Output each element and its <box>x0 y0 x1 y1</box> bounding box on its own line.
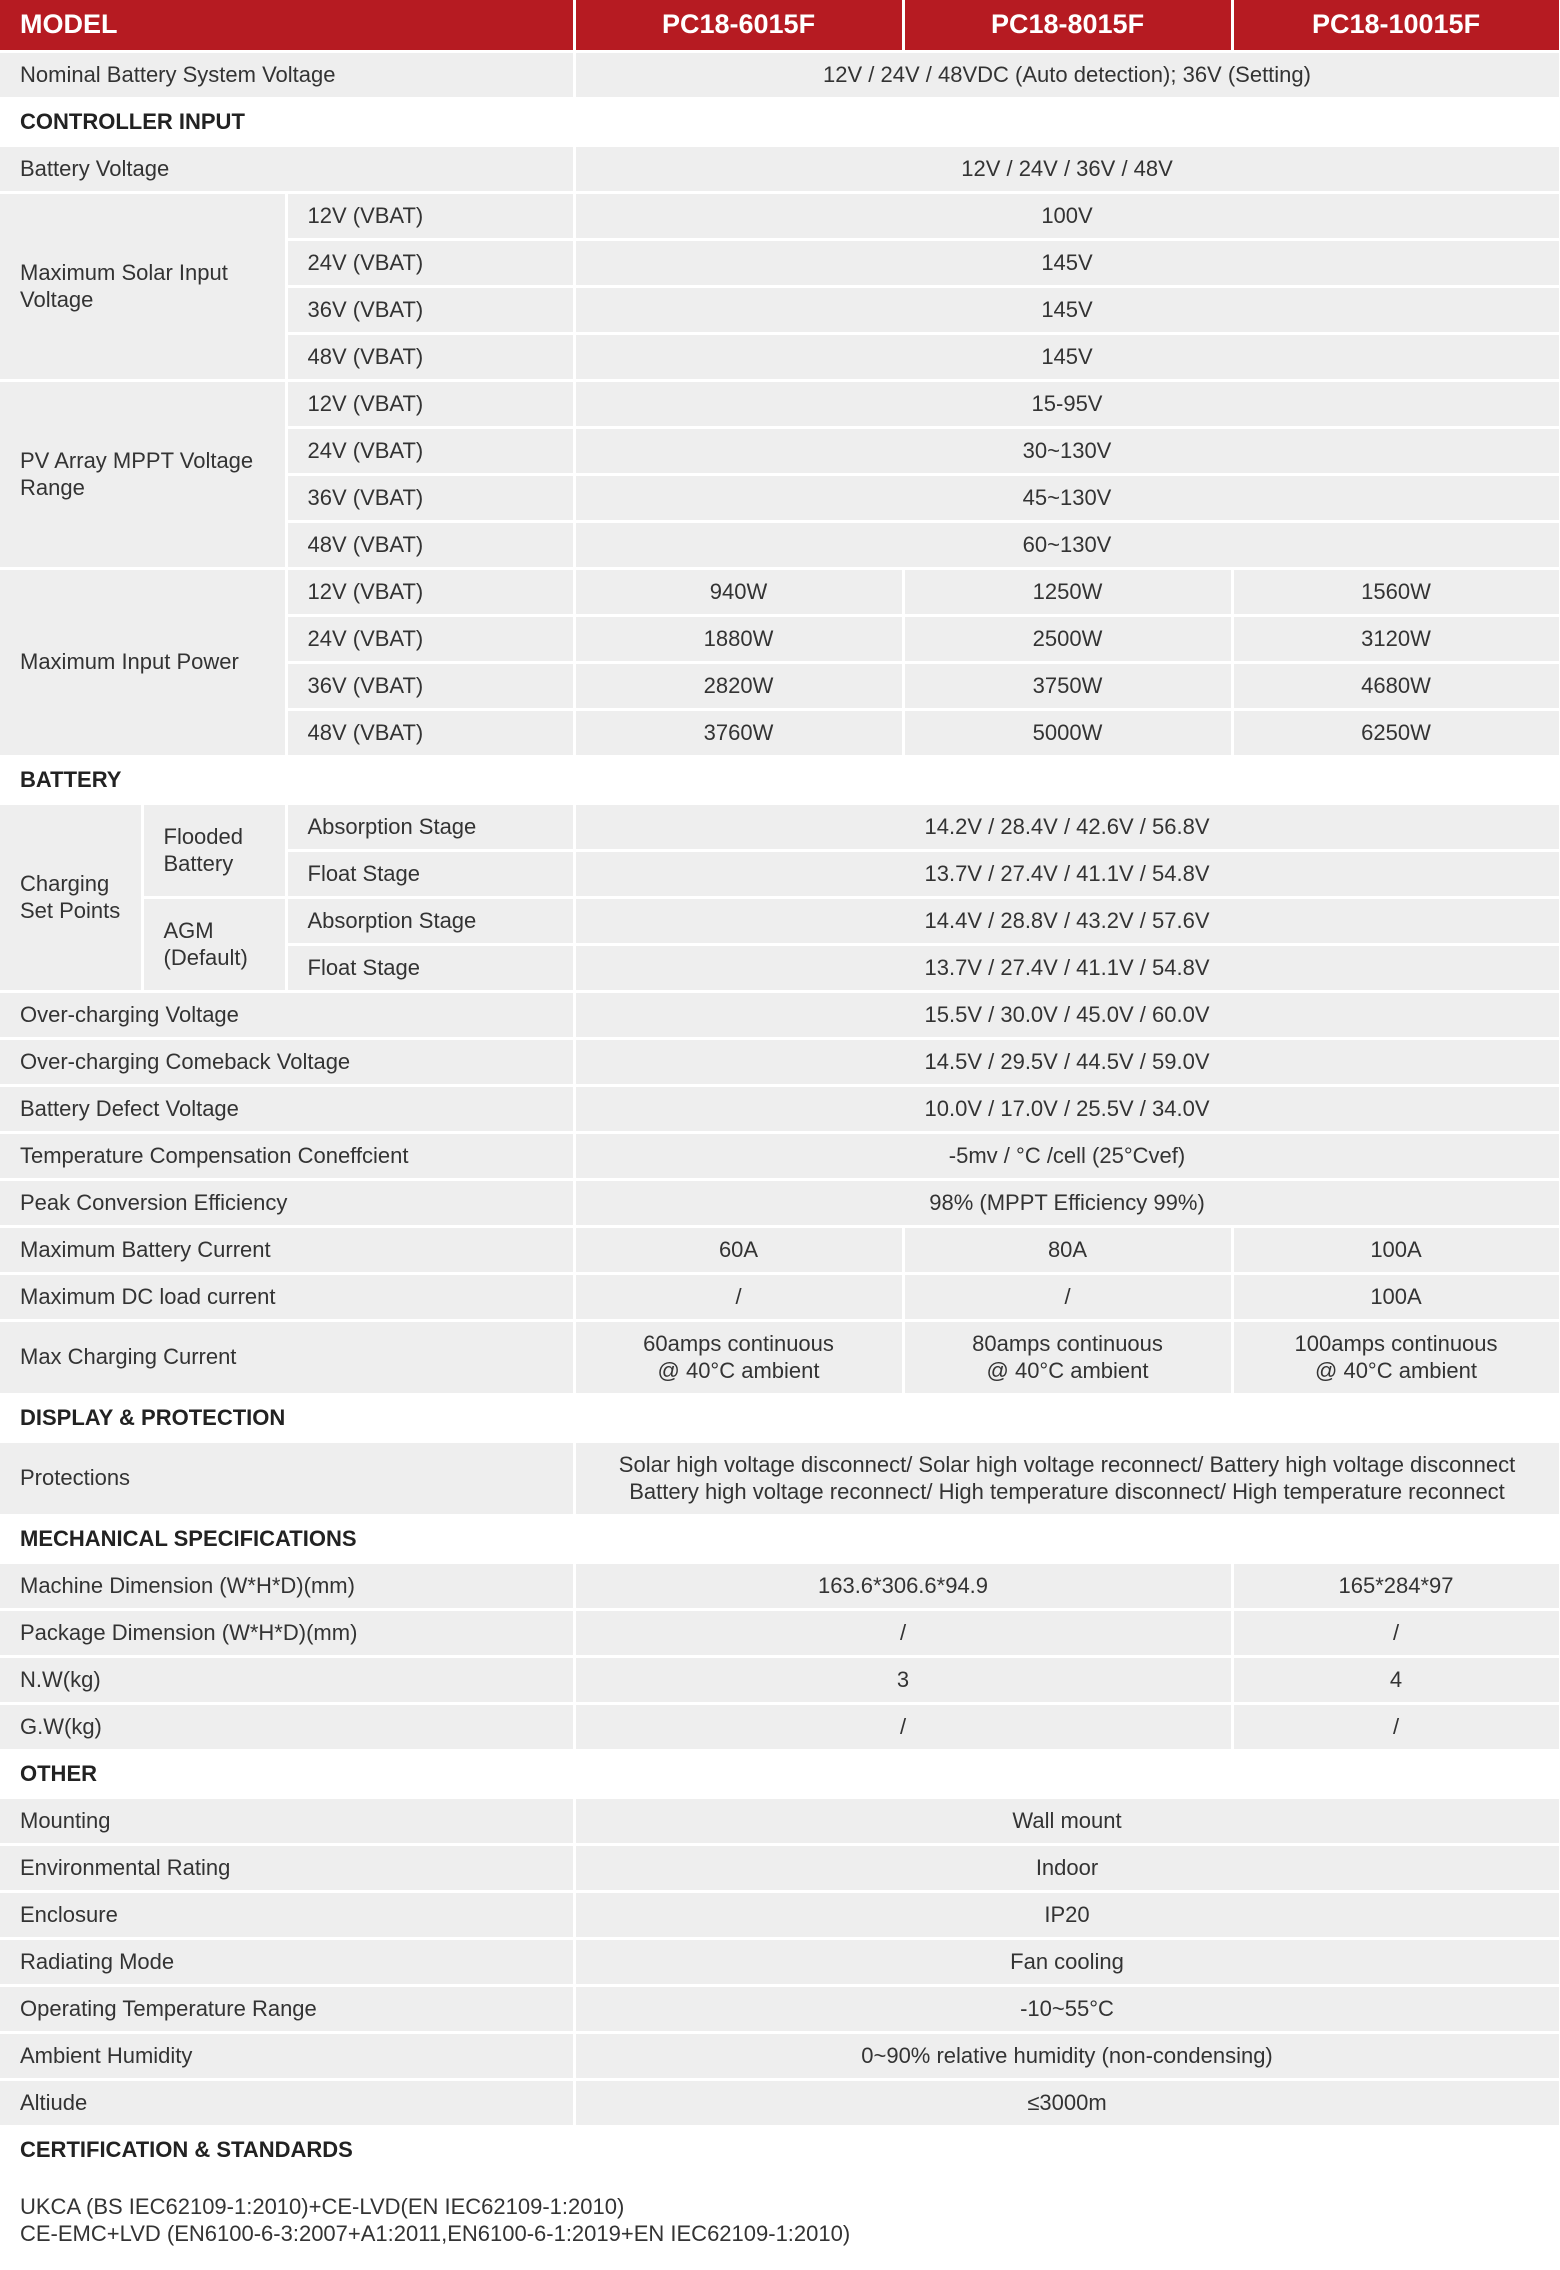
value-6015f-8015f: / <box>574 1609 1232 1656</box>
group-label-flooded-battery: Flooded Battery <box>142 803 286 897</box>
row-battery-voltage <box>0 145 1560 192</box>
row-label: Radiating Mode <box>0 1938 574 1985</box>
row-label: Maximum Battery Current <box>0 1226 574 1273</box>
sub-label: 12V (VBAT) <box>286 192 574 239</box>
row-gross-weight <box>0 1703 1560 1750</box>
value-10015f: 4680W <box>1232 662 1560 709</box>
value-10015f <box>1232 1320 1560 1394</box>
value-6015f: 1880W <box>574 615 903 662</box>
row-label: Over-charging Comeback Voltage <box>0 1038 574 1085</box>
section-certification <box>0 2126 1560 2173</box>
value-10015f: 100A <box>1232 1273 1560 1320</box>
value-8015f: 5000W <box>903 709 1232 756</box>
row-battery-defect-voltage <box>0 1085 1560 1132</box>
value-10015f: 3120W <box>1232 615 1560 662</box>
row-label: Peak Conversion Efficiency <box>0 1179 574 1226</box>
row-radiating-mode <box>0 1938 1560 1985</box>
row-value: 100V <box>574 192 1560 239</box>
value-line: @ 40°C ambient <box>986 1358 1149 1383</box>
row-label: Maximum DC load current <box>0 1273 574 1320</box>
row-package-dimension <box>0 1609 1560 1656</box>
row-value: 15.5V / 30.0V / 45.0V / 60.0V <box>574 991 1560 1038</box>
value-line: @ 40°C ambient <box>657 1358 820 1383</box>
value-line: @ 40°C ambient <box>1315 1358 1477 1383</box>
group-label-max-input-power: Maximum Input Power <box>0 568 286 756</box>
value-6015f-8015f: 163.6*306.6*94.9 <box>574 1562 1232 1609</box>
row-value: 145V <box>574 286 1560 333</box>
value-10015f: 165*284*97 <box>1232 1562 1560 1609</box>
row-over-charging-comeback <box>0 1038 1560 1085</box>
row-value <box>574 1441 1560 1515</box>
row-value: 13.7V / 27.4V / 41.1V / 54.8V <box>574 944 1560 991</box>
row-value: 10.0V / 17.0V / 25.5V / 34.0V <box>574 1085 1560 1132</box>
row-label: Temperature Compensation Coneffcient <box>0 1132 574 1179</box>
row-label: Battery Defect Voltage <box>0 1085 574 1132</box>
row-value: -10~55°C <box>574 1985 1560 2032</box>
sub-label: Float Stage <box>286 944 574 991</box>
value-10015f: 100A <box>1232 1226 1560 1273</box>
row-label: N.W(kg) <box>0 1656 574 1703</box>
row-max-solar-input-12v <box>0 192 1560 239</box>
row-label: Mounting <box>0 1797 574 1844</box>
sub-label: 48V (VBAT) <box>286 521 574 568</box>
row-value: ≤3000m <box>574 2079 1560 2126</box>
value-8015f: 80A <box>903 1226 1232 1273</box>
row-net-weight <box>0 1656 1560 1703</box>
row-value: 60~130V <box>574 521 1560 568</box>
row-enclosure <box>0 1891 1560 1938</box>
value-6015f: / <box>574 1273 903 1320</box>
row-value: -5mv / °C /cell (25°Cvef) <box>574 1132 1560 1179</box>
row-value: Fan cooling <box>574 1938 1560 1985</box>
row-ambient-humidity <box>0 2032 1560 2079</box>
value-line: 60amps continuous <box>643 1330 834 1356</box>
row-peak-efficiency <box>0 1179 1560 1226</box>
row-label: Enclosure <box>0 1891 574 1938</box>
model-header-8015f: PC18-8015F <box>903 0 1232 51</box>
row-operating-temperature <box>0 1985 1560 2032</box>
row-environmental-rating <box>0 1844 1560 1891</box>
model-header-10015f: PC18-10015F <box>1232 0 1560 51</box>
model-header: MODEL <box>0 0 574 51</box>
value-8015f <box>903 1320 1232 1394</box>
row-label: Altiude <box>0 2079 574 2126</box>
value-line: 80amps continuous <box>972 1330 1163 1356</box>
row-max-input-power-12v <box>0 568 1560 615</box>
sub-label: 48V (VBAT) <box>286 333 574 380</box>
row-value: 14.2V / 28.4V / 42.6V / 56.8V <box>574 803 1560 850</box>
section-controller-input <box>0 98 1560 145</box>
row-value: Wall mount <box>574 1797 1560 1844</box>
section-mechanical <box>0 1515 1560 1562</box>
row-value: 145V <box>574 333 1560 380</box>
certification-line: CE-EMC+LVD (EN6100-6-3:2007+A1:2011,EN6100-6-1:2019+EN IEC62109-1:2010) <box>20 2220 851 2246</box>
sub-label: 24V (VBAT) <box>286 427 574 474</box>
row-over-charging-voltage <box>0 991 1560 1038</box>
value-line: 100amps continuous <box>1294 1330 1498 1356</box>
row-value: 13.7V / 27.4V / 41.1V / 54.8V <box>574 850 1560 897</box>
value-10015f: / <box>1232 1703 1560 1750</box>
certification-text <box>0 2173 1560 2269</box>
value-6015f: 3760W <box>574 709 903 756</box>
model-header-6015f: PC18-6015F <box>574 0 903 51</box>
value-10015f: 1560W <box>1232 568 1560 615</box>
row-protections <box>0 1441 1560 1515</box>
row-value: IP20 <box>574 1891 1560 1938</box>
value-10015f: / <box>1232 1609 1560 1656</box>
sub-label: Absorption Stage <box>286 803 574 850</box>
section-display-protection <box>0 1394 1560 1441</box>
group-label-charging-set-points: Charging Set Points <box>0 803 142 991</box>
row-value: 145V <box>574 239 1560 286</box>
section-battery <box>0 756 1560 803</box>
certification-line: UKCA (BS IEC62109-1:2010)+CE-LVD(EN IEC62109-1:2010) <box>20 2194 625 2220</box>
row-flooded-absorption <box>0 803 1560 850</box>
row-label: Ambient Humidity <box>0 2032 574 2079</box>
row-label: Operating Temperature Range <box>0 1985 574 2032</box>
row-label: G.W(kg) <box>0 1703 574 1750</box>
header-row <box>0 0 1560 51</box>
row-label: Max Charging Current <box>0 1320 574 1394</box>
row-label: Protections <box>0 1441 574 1515</box>
group-label-max-solar-input: Maximum Solar Input Voltage <box>0 192 286 380</box>
row-value: 45~130V <box>574 474 1560 521</box>
group-label-agm: AGM (Default) <box>142 897 286 991</box>
row-value: 14.4V / 28.8V / 43.2V / 57.6V <box>574 897 1560 944</box>
row-value: 98% (MPPT Efficiency 99%) <box>574 1179 1560 1226</box>
value-6015f: 940W <box>574 568 903 615</box>
section-title: BATTERY <box>0 756 1560 803</box>
row-label: Nominal Battery System Voltage <box>0 51 574 98</box>
row-label: Battery Voltage <box>0 145 574 192</box>
value-8015f: 3750W <box>903 662 1232 709</box>
row-certification <box>0 2173 1560 2269</box>
protections-line: Solar high voltage disconnect/ Solar high voltage reconnect/ Battery high voltage disconnect <box>618 1451 1516 1477</box>
row-machine-dimension <box>0 1562 1560 1609</box>
row-value: 0~90% relative humidity (non-condensing) <box>574 2032 1560 2079</box>
row-pv-mppt-12v <box>0 380 1560 427</box>
row-value: 30~130V <box>574 427 1560 474</box>
sub-label: 24V (VBAT) <box>286 615 574 662</box>
value-8015f: 1250W <box>903 568 1232 615</box>
group-label-pv-mppt-range: PV Array MPPT Voltage Range <box>0 380 286 568</box>
row-label: Machine Dimension (W*H*D)(mm) <box>0 1562 574 1609</box>
row-altitude <box>0 2079 1560 2126</box>
value-8015f: / <box>903 1273 1232 1320</box>
row-temp-compensation <box>0 1132 1560 1179</box>
row-max-battery-current <box>0 1226 1560 1273</box>
row-nominal-voltage <box>0 51 1560 98</box>
row-value: 15-95V <box>574 380 1560 427</box>
value-6015f: 2820W <box>574 662 903 709</box>
sub-label: 24V (VBAT) <box>286 239 574 286</box>
sub-label: 36V (VBAT) <box>286 286 574 333</box>
row-label: Environmental Rating <box>0 1844 574 1891</box>
value-10015f: 4 <box>1232 1656 1560 1703</box>
sub-label: 12V (VBAT) <box>286 568 574 615</box>
section-title: MECHANICAL SPECIFICATIONS <box>0 1515 1560 1562</box>
sub-label: Float Stage <box>286 850 574 897</box>
row-agm-absorption <box>0 897 1560 944</box>
sub-label: 36V (VBAT) <box>286 662 574 709</box>
value-6015f-8015f: 3 <box>574 1656 1232 1703</box>
value-10015f: 6250W <box>1232 709 1560 756</box>
section-other <box>0 1750 1560 1797</box>
row-value: 12V / 24V / 36V / 48V <box>574 145 1560 192</box>
section-title: CONTROLLER INPUT <box>0 98 1560 145</box>
section-title: OTHER <box>0 1750 1560 1797</box>
sub-label: 12V (VBAT) <box>286 380 574 427</box>
sub-label: 36V (VBAT) <box>286 474 574 521</box>
row-value: 14.5V / 29.5V / 44.5V / 59.0V <box>574 1038 1560 1085</box>
row-max-dc-load <box>0 1273 1560 1320</box>
sub-label: 48V (VBAT) <box>286 709 574 756</box>
value-6015f <box>574 1320 903 1394</box>
protections-line: Battery high voltage reconnect/ High temperature disconnect/ High temperature reconnect <box>629 1479 1505 1504</box>
row-max-charging-current <box>0 1320 1560 1394</box>
row-label: Over-charging Voltage <box>0 991 574 1038</box>
value-6015f: 60A <box>574 1226 903 1273</box>
row-value: Indoor <box>574 1844 1560 1891</box>
row-value: 12V / 24V / 48VDC (Auto detection); 36V (Setting) <box>574 51 1560 98</box>
row-mounting <box>0 1797 1560 1844</box>
section-title: DISPLAY & PROTECTION <box>0 1394 1560 1441</box>
row-label: Package Dimension (W*H*D)(mm) <box>0 1609 574 1656</box>
sub-label: Absorption Stage <box>286 897 574 944</box>
value-8015f: 2500W <box>903 615 1232 662</box>
value-6015f-8015f: / <box>574 1703 1232 1750</box>
section-title: CERTIFICATION & STANDARDS <box>0 2126 1560 2173</box>
